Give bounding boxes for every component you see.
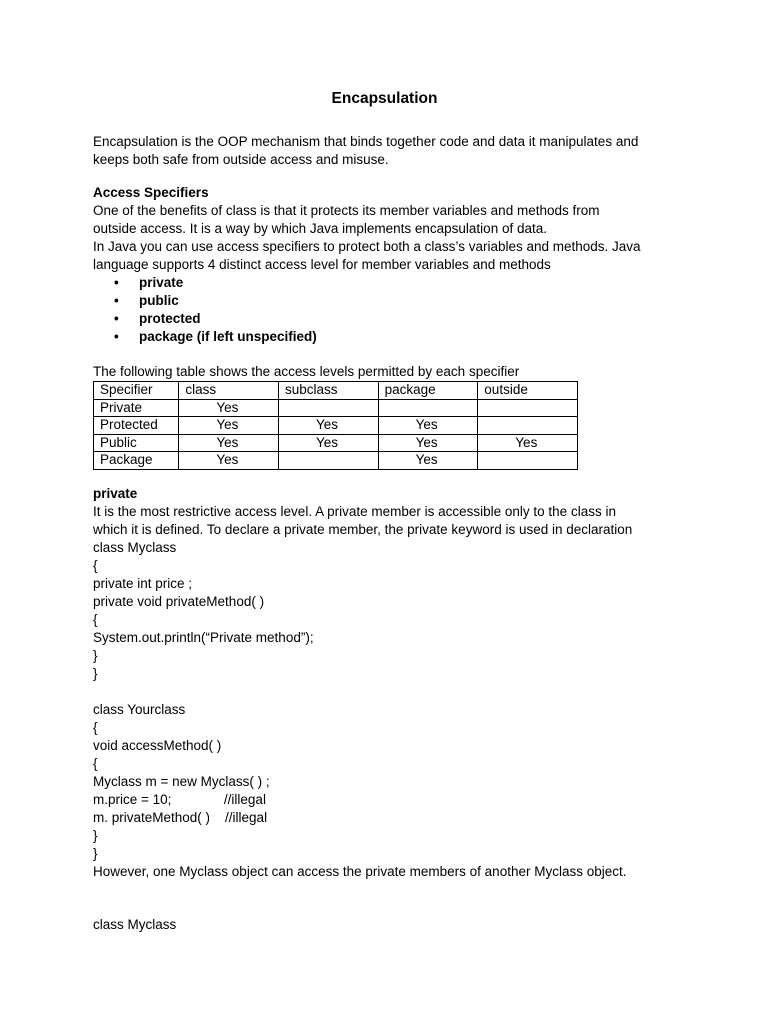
code-line: } (93, 665, 98, 681)
table-cell: Yes (179, 434, 279, 452)
code-line: } (93, 647, 98, 663)
table-cell: Yes (179, 452, 279, 470)
access-line: One of the benefits of class is that it protects its member variables and methods from (93, 203, 600, 218)
table-cell (278, 452, 378, 470)
code-line: } (93, 827, 98, 843)
table-cell (478, 399, 578, 417)
access-line: outside access. It is a way by which Java implements encapsulation of data. (93, 221, 547, 236)
table-cell: Protected (94, 417, 179, 435)
table-cell (478, 452, 578, 470)
code-line: void accessMethod( ) (93, 737, 222, 753)
intro-line: Encapsulation is the OOP mechanism that binds together code and data it manipulates and (93, 134, 639, 149)
code-line: } (93, 845, 98, 861)
column-header: Specifier (94, 382, 179, 400)
code-block-myclass-second (93, 916, 683, 934)
table-cell: Yes (378, 452, 478, 470)
table-cell: Yes (378, 417, 478, 435)
code-line: Myclass m = new Myclass( ) ; (93, 773, 270, 789)
code-line: m. privateMethod( ) //illegal (93, 809, 268, 825)
spacer (93, 683, 683, 701)
code-line: class Myclass (93, 539, 177, 555)
intro-paragraph (93, 133, 683, 169)
table-cell: Yes (179, 417, 279, 435)
document-content (93, 88, 683, 934)
list-item: • package (if left unspecified) (139, 328, 683, 346)
table-cell (378, 399, 478, 417)
table-row (94, 417, 578, 435)
list-item: • public (139, 292, 683, 310)
access-specifiers-heading: Access Specifiers (93, 185, 209, 200)
table-intro: The following table shows the access levels permitted by each specifier (93, 364, 520, 379)
intro-line: keeps both safe from outside access and misuse. (93, 152, 389, 167)
list-item: • private (139, 274, 683, 292)
column-header: outside (478, 382, 578, 400)
code-block-yourclass (93, 701, 683, 863)
table-cell (278, 399, 378, 417)
access-specifiers-paragraph (93, 202, 683, 274)
closing-paragraph: However, one Myclass object can access the private members of another Myclass object. (93, 863, 627, 879)
code-block-myclass (93, 539, 683, 683)
table-row (94, 399, 578, 417)
table-cell: Yes (378, 434, 478, 452)
table-cell: Yes (278, 434, 378, 452)
table-cell: Package (94, 452, 179, 470)
table-row (94, 452, 578, 470)
column-header: package (378, 382, 478, 400)
private-line: which it is defined. To declare a private member, the private keyword is used in declaration (93, 521, 633, 537)
table-cell: Yes (179, 399, 279, 417)
private-line: It is the most restrictive access level. A private member is accessible only to the class in (93, 503, 616, 519)
private-paragraph (93, 503, 683, 539)
table-cell: Yes (278, 417, 378, 435)
code-line: private void privateMethod( ) (93, 593, 265, 609)
table-cell: Private (94, 399, 179, 417)
code-line: { (93, 719, 98, 735)
access-line: In Java you can use access specifiers to protect both a class’s variables and methods. Java (93, 239, 641, 254)
table-header-row (94, 382, 578, 400)
private-heading: private (93, 485, 138, 501)
access-level-table (93, 381, 578, 470)
code-line: class Yourclass (93, 701, 186, 717)
spacer (93, 881, 683, 916)
table-row (94, 434, 578, 452)
specifier-list (93, 274, 683, 346)
code-line: { (93, 611, 98, 627)
code-line: m.price = 10; //illegal (93, 791, 266, 807)
code-line: private int price ; (93, 575, 193, 591)
column-header: subclass (278, 382, 378, 400)
access-line: language supports 4 distinct access level for member variables and methods (93, 257, 551, 272)
table-cell: Yes (478, 434, 578, 452)
list-item: • protected (139, 310, 683, 328)
code-line: { (93, 755, 98, 771)
column-header: class (179, 382, 279, 400)
table-cell (478, 417, 578, 435)
document-title: Encapsulation (331, 90, 438, 107)
table-cell: Public (94, 434, 179, 452)
code-line: class Myclass (93, 916, 177, 932)
code-line: { (93, 557, 98, 573)
code-line: System.out.println(“Private method”); (93, 629, 314, 645)
